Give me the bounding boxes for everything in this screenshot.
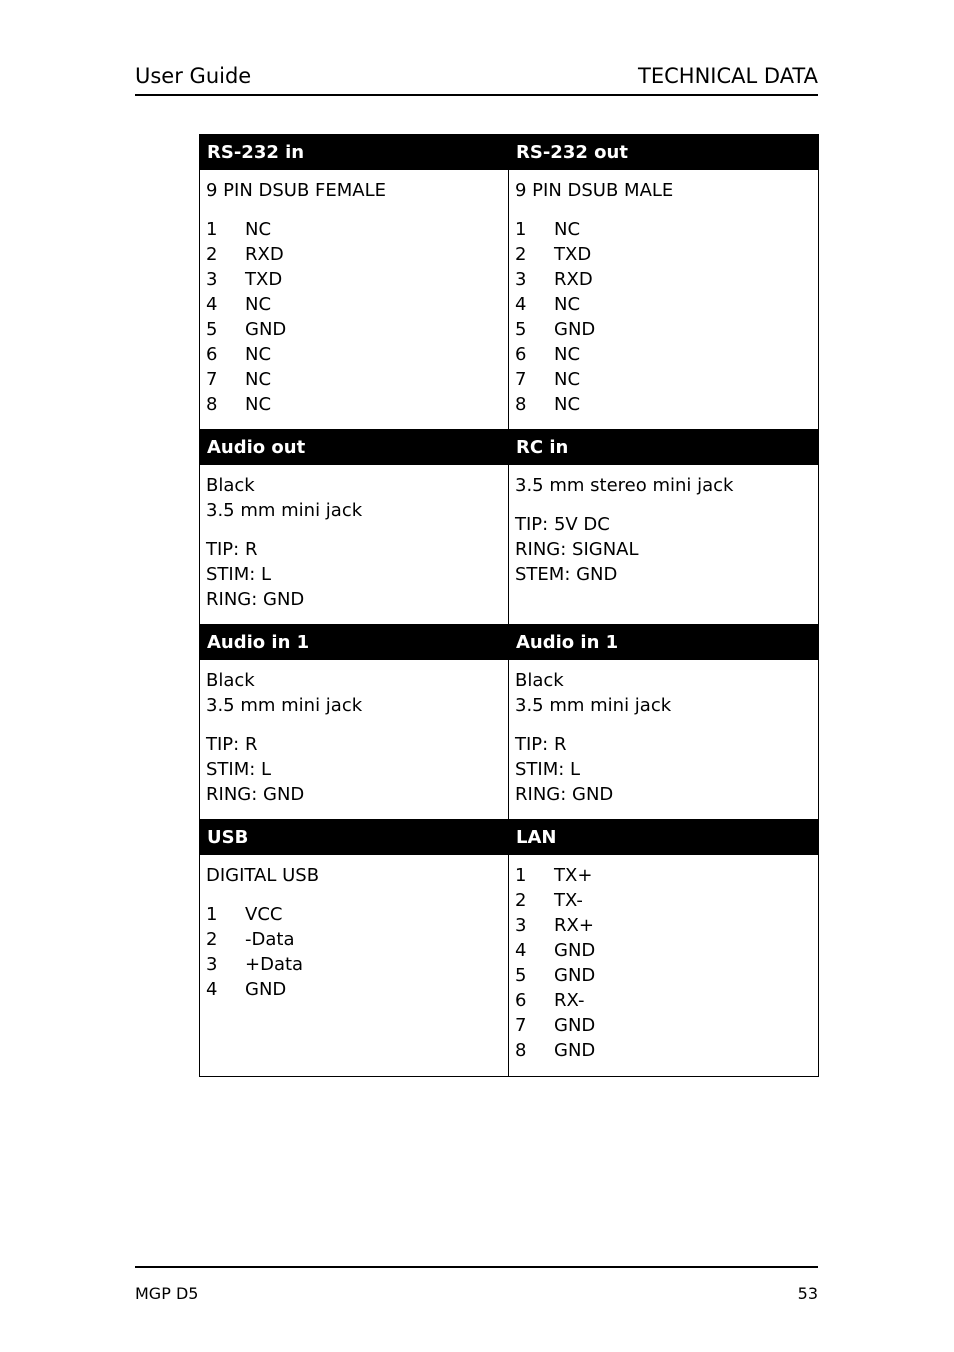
spec-detail: STEM: GND [515,564,618,585]
pin-row [206,927,502,952]
spec-line: Black [206,475,255,496]
pin-row [515,963,812,988]
spec-detail: RING: GND [206,589,305,610]
pin-function: NC [554,344,581,365]
pin-number: 3 [515,915,527,936]
pin-function: GND [245,979,287,1000]
spec-line: 9 PIN DSUB MALE [515,180,674,201]
pin-number: 7 [515,1015,527,1036]
pin-number: 8 [206,394,218,415]
spec-line: 3.5 mm mini jack [515,695,672,716]
spec-detail: TIP: 5V DC [515,514,610,535]
pin-row [515,292,812,317]
pin-row [515,1038,812,1063]
pin-number: 2 [206,929,218,950]
pin-row [206,367,502,392]
pin-row [515,888,812,913]
pin-function: RX- [554,990,585,1011]
spec-cell [509,170,819,430]
pin-row [515,342,812,367]
spec-cell [509,660,819,820]
spec-cell [200,170,509,430]
pin-function: TX- [554,890,583,911]
pin-function: TX+ [554,865,593,886]
spec-detail: STIM: L [206,564,272,585]
pin-function: NC [245,219,272,240]
pin-row [206,317,502,342]
connector-spec-table [199,134,819,1077]
pin-function: -Data [245,929,295,950]
spacer [515,203,812,217]
pin-row [515,242,812,267]
section-body-row [200,465,819,625]
pin-function: NC [554,219,581,240]
section-body-row [200,660,819,820]
spec-detail: STIM: L [515,759,581,780]
spec-line: 9 PIN DSUB FEMALE [206,180,387,201]
page-number: 53 [797,1284,818,1303]
pin-function: GND [554,319,596,340]
pin-number: 2 [515,890,527,911]
pin-number: 6 [515,344,527,365]
pin-row [206,342,502,367]
pin-number: 1 [206,219,218,240]
pin-row [515,913,812,938]
spec-line: 3.5 mm stereo mini jack [515,475,734,496]
spacer [206,523,502,537]
pin-row [515,217,812,242]
spec-detail: TIP: R [206,539,258,560]
pin-row [515,988,812,1013]
spec-cell [200,660,509,820]
page-header [135,58,818,96]
pin-function: +Data [245,954,304,975]
pin-number: 7 [206,369,218,390]
pin-row [515,1013,812,1038]
section-title: USB [200,820,509,855]
pin-row [515,267,812,292]
pin-number: 1 [515,219,527,240]
pin-function: GND [554,1015,596,1036]
section-header-row [200,430,819,465]
spec-detail: STIM: L [206,759,272,780]
footer-model: MGP D5 [135,1284,199,1303]
pin-function: NC [245,344,272,365]
section-title: RC in [509,430,819,465]
spec-line: DIGITAL USB [206,865,320,886]
pin-row [515,367,812,392]
pin-row [515,863,812,888]
pin-number: 3 [515,269,527,290]
pin-number: 8 [515,1040,527,1061]
section-body-row [200,855,819,1077]
pin-number: 4 [206,979,218,1000]
section-header-row [200,625,819,660]
pin-function: NC [554,394,581,415]
spacer [206,203,502,217]
pin-number: 6 [206,344,218,365]
pin-number: 4 [515,940,527,961]
spec-line: 3.5 mm mini jack [206,695,363,716]
spec-detail: RING: GND [515,784,614,805]
pin-number: 4 [206,294,218,315]
pin-number: 4 [515,294,527,315]
spacer [515,718,812,732]
section-title: Audio in 1 [509,625,819,660]
pin-function: NC [554,369,581,390]
header-section: TECHNICAL DATA [638,64,818,88]
pin-function: RXD [245,244,284,265]
spec-cell [200,465,509,625]
pin-function: RXD [554,269,593,290]
pin-function: GND [245,319,287,340]
pin-number: 5 [515,319,527,340]
spec-cell [200,855,509,1077]
spec-line: 3.5 mm mini jack [206,500,363,521]
spec-detail: RING: SIGNAL [515,539,639,560]
header-title: User Guide [135,64,252,88]
section-title: RS-232 out [509,135,819,170]
pin-function: NC [245,294,272,315]
section-title: RS-232 in [200,135,509,170]
pin-row [206,292,502,317]
spec-detail: TIP: R [515,734,567,755]
pin-row [206,952,502,977]
pin-number: 6 [515,990,527,1011]
section-header-row [200,135,819,170]
pin-number: 5 [206,319,218,340]
pin-row [515,317,812,342]
pin-function: GND [554,1040,596,1061]
pin-number: 8 [515,394,527,415]
section-header-row [200,820,819,855]
pin-row [206,392,502,417]
pin-function: NC [245,369,272,390]
pin-row [206,267,502,292]
section-title: LAN [509,820,819,855]
pin-function: TXD [245,269,283,290]
pin-number: 7 [515,369,527,390]
spec-line: Black [206,670,255,691]
pin-function: NC [554,294,581,315]
pin-number: 2 [206,244,218,265]
spec-detail: RING: GND [206,784,305,805]
spec-line: Black [515,670,564,691]
pin-number: 1 [515,865,527,886]
pin-number: 2 [515,244,527,265]
pin-number: 3 [206,954,218,975]
spec-cell [509,855,819,1077]
pin-number: 3 [206,269,218,290]
pin-number: 5 [515,965,527,986]
spacer [515,498,812,512]
footer-rule [135,1266,818,1268]
pin-function: GND [554,965,596,986]
section-title: Audio in 1 [200,625,509,660]
pin-row [206,242,502,267]
pin-row [206,217,502,242]
pin-row [515,392,812,417]
spacer [206,718,502,732]
spacer [206,888,502,902]
pin-row [206,902,502,927]
pin-function: VCC [245,904,283,925]
section-body-row [200,170,819,430]
pin-function: RX+ [554,915,594,936]
pin-number: 1 [206,904,218,925]
pin-row [515,938,812,963]
spec-cell [509,465,819,625]
pin-function: TXD [554,244,592,265]
pin-function: GND [554,940,596,961]
spec-detail: TIP: R [206,734,258,755]
section-title: Audio out [200,430,509,465]
pin-function: NC [245,394,272,415]
pin-row [206,977,502,1002]
